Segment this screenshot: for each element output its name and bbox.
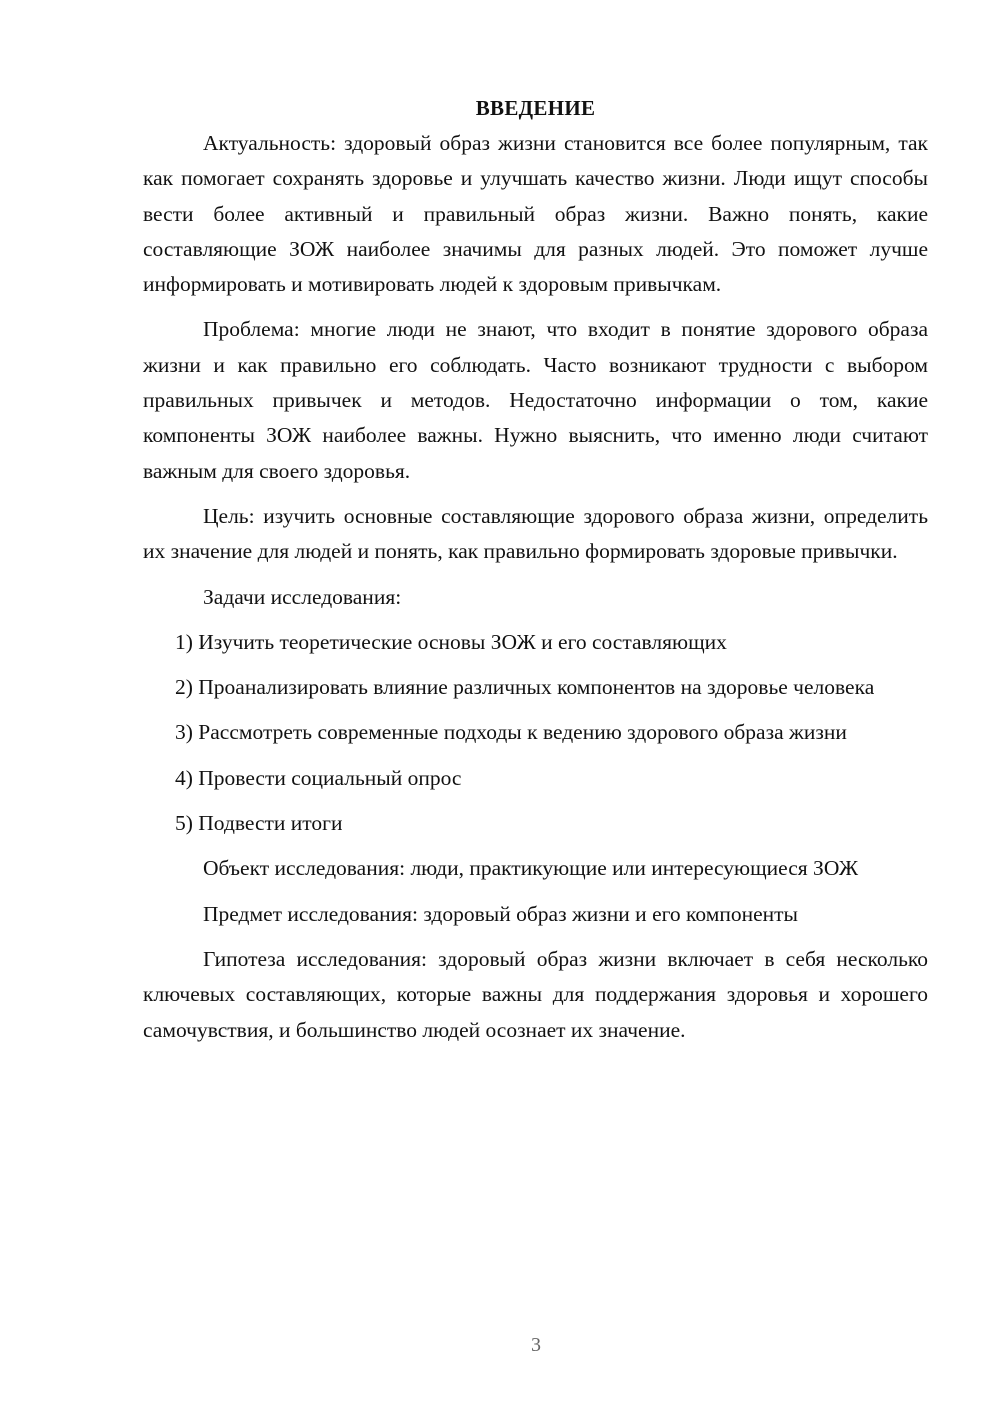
- page-title: ВВЕДЕНИЕ: [475, 96, 596, 120]
- object-paragraph: Объект исследования: люди, практикующие или интересующиеся ЗОЖ: [203, 856, 859, 881]
- page-number: 3: [531, 1334, 541, 1356]
- task-item-5: 5) Подвести итоги: [175, 811, 343, 836]
- goal-paragraph: Цель: изучить основные составляющие здорового образа жизни, определить их значение для людей и понять, как правильно формировать здоровые привычки.: [143, 503, 928, 564]
- task-item-1: 1) Изучить теоретические основы ЗОЖ и его составляющих: [175, 629, 727, 654]
- task-item-3: 3) Рассмотреть современные подходы к ведению здорового образа жизни: [175, 720, 847, 745]
- tasks-heading: Задачи исследования:: [203, 584, 402, 609]
- task-item-2: 2) Проанализировать влияние различных компонентов на здоровье человека: [175, 675, 875, 700]
- subject-paragraph: Предмет исследования: здоровый образ жизни и его компоненты: [203, 901, 798, 926]
- problem-paragraph: Проблема: многие люди не знают, что входит в понятие здорового образа жизни и как правильно его соблюдать. Часто возникают трудности с выбором правильных привычек и методов. Недостаточно информации о том, какие компоненты ЗОЖ наиболее важны. Нужно выяснить, что именно люди считают важным для своего здоровья.: [143, 317, 928, 483]
- relevance-paragraph: Актуальность: здоровый образ жизни становится все более популярным, так как помогает сохранять здоровье и улучшать качество жизни. Люди ищут способы вести более активный и правильный образ жизни. Важно понять, какие составляющие ЗОЖ наиболее значимы для разных людей. Это поможет лучше информировать и мотивировать людей к здоровым привычкам.: [143, 131, 928, 297]
- hypothesis-paragraph: Гипотеза исследования: здоровый образ жизни включает в себя несколько ключевых составляющих, которые важны для поддержания здоровья и хорошего самочувствия, и большинство людей осознает их значение.: [143, 946, 928, 1042]
- document-page: [143, 90, 928, 1058]
- task-item-4: 4) Провести социальный опрос: [175, 765, 462, 790]
